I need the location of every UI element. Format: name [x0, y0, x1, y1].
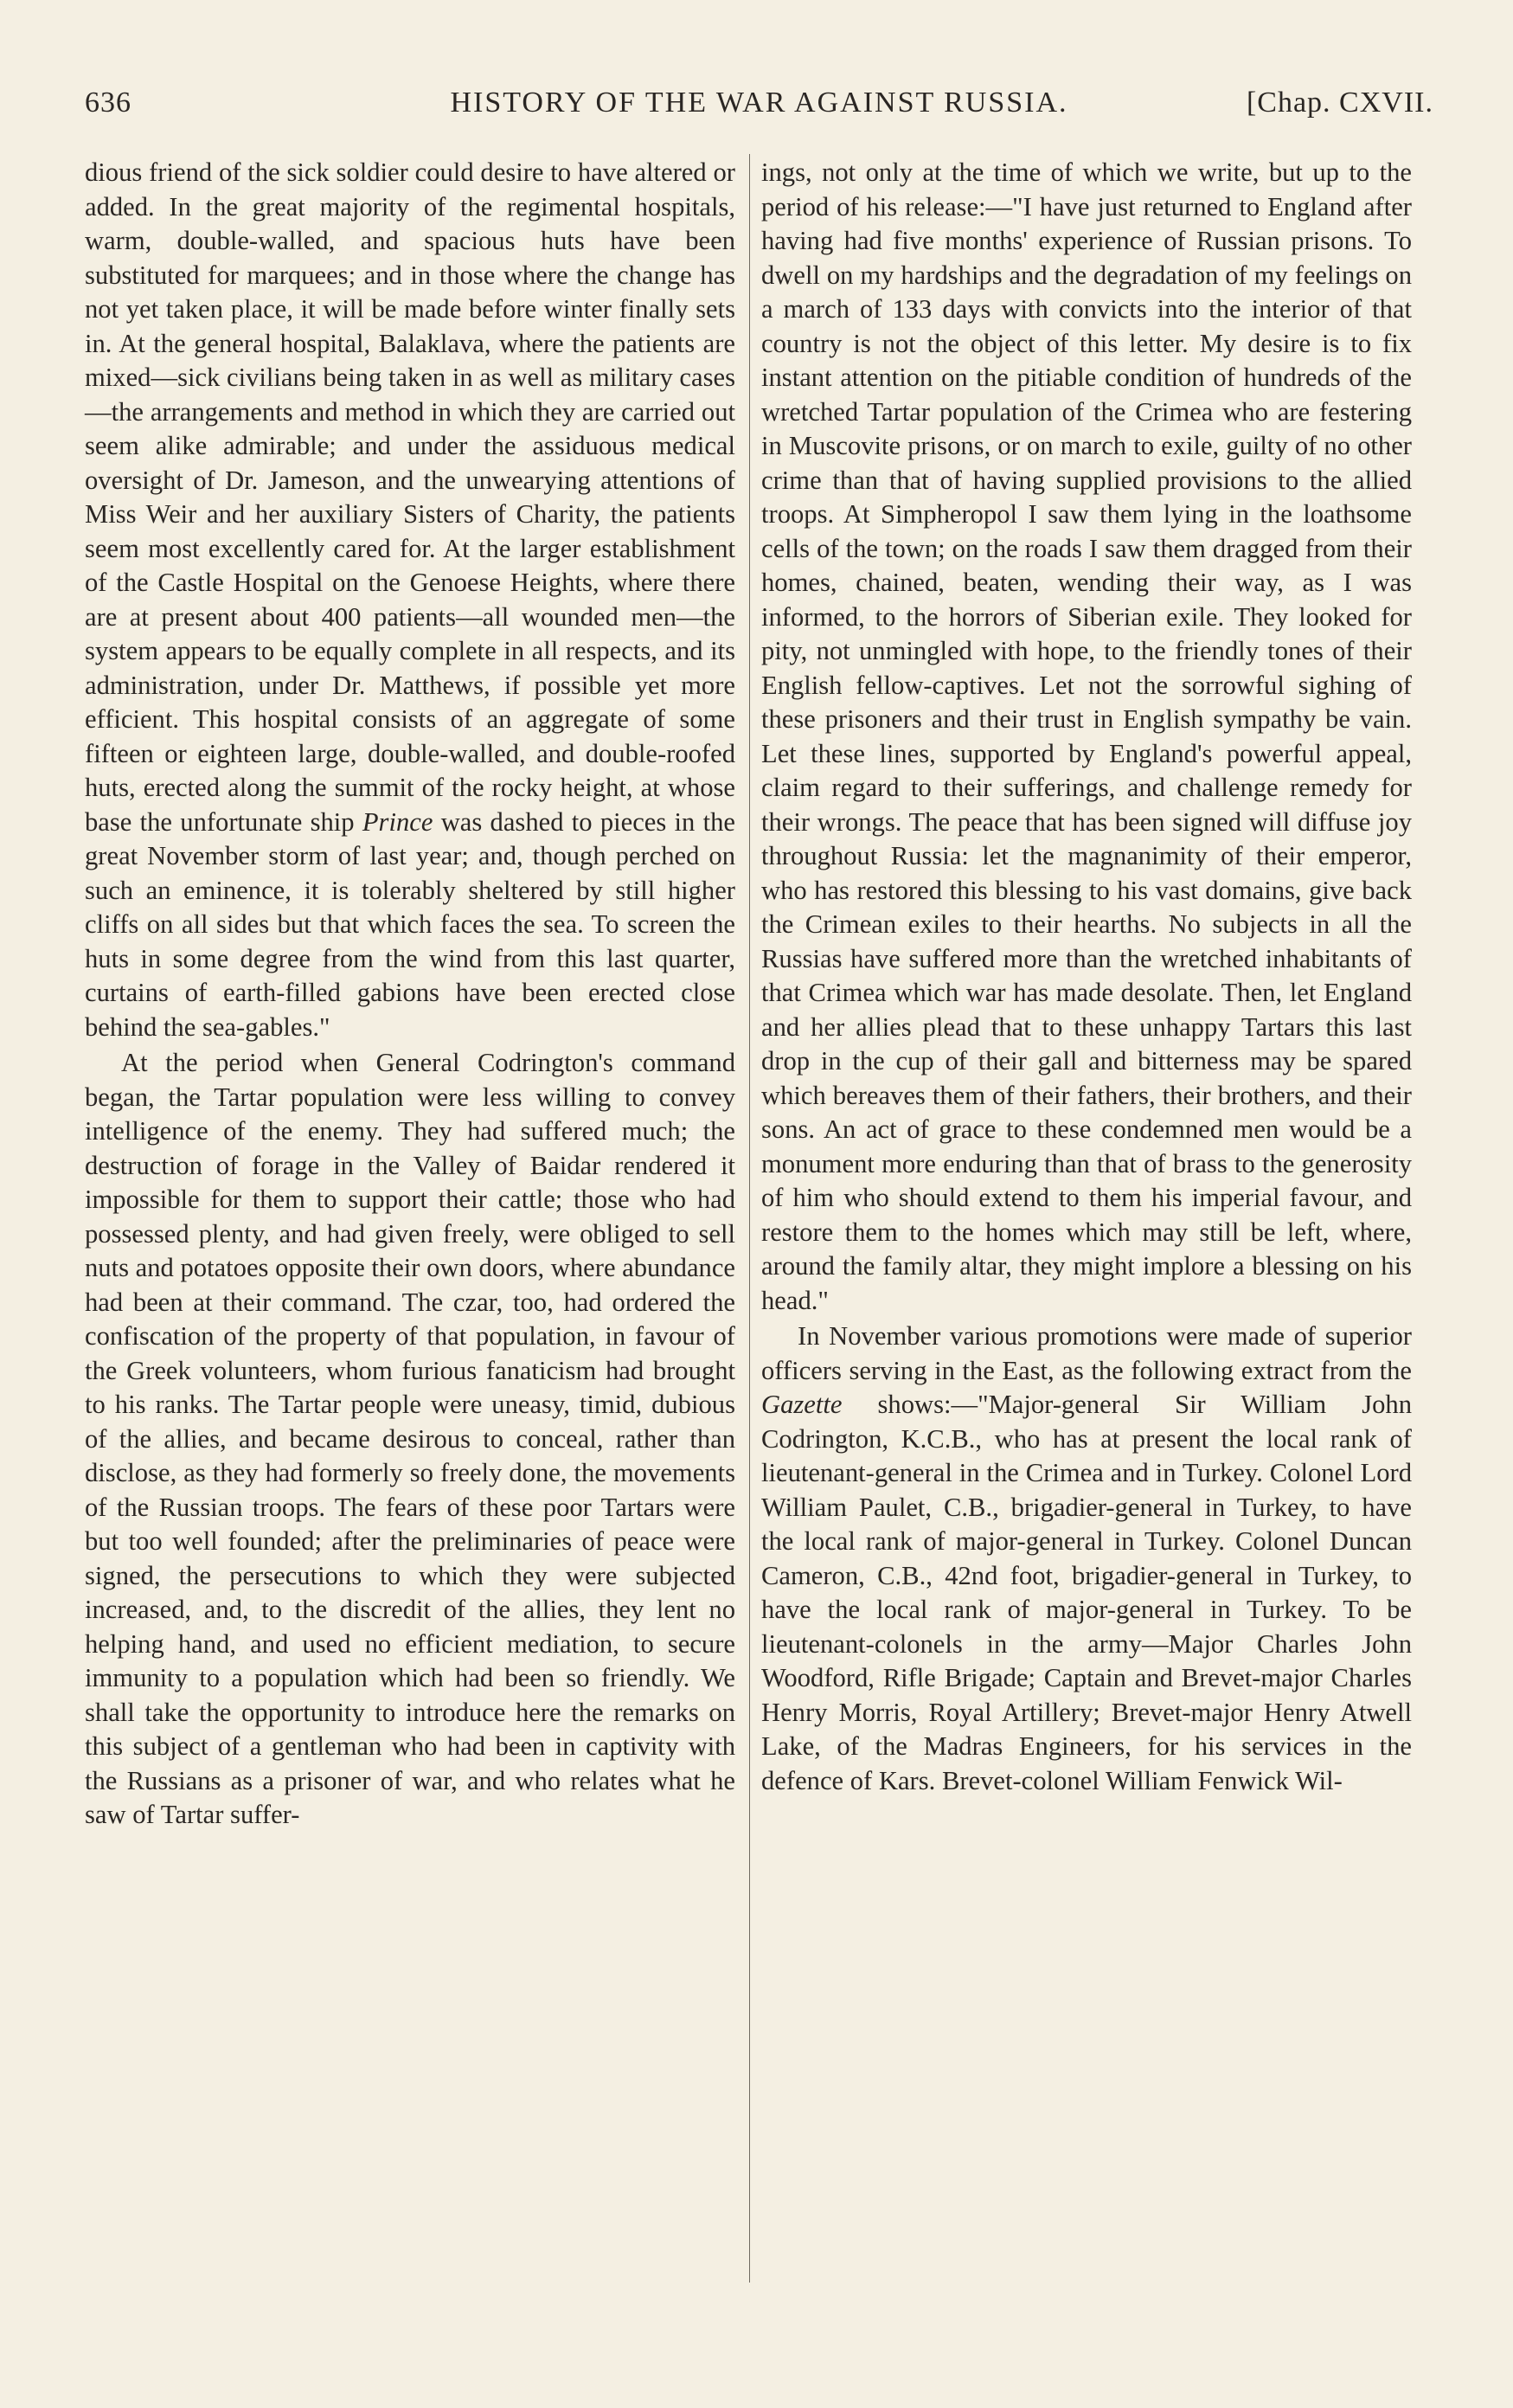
gazette-title: Gazette: [761, 1390, 843, 1419]
paragraph: At the period when General Codrington's command began, the Tartar population were less willing to convey intelligence of the enemy. They had suffered much; the destruction of forage in the Valley of Baidar rendered it impossible for them to support their cattle; those who had possessed plenty, and had given freely, were obliged to sell nuts and potatoes opposite their own doors, where abundance had been at their command. The czar, too, had ordered the confiscation of the property of that population, in favour of the Greek volunteers, whom furious fanaticism had brought to his ranks. The Tartar people were uneasy, timid, dubious of the allies, and became desirous to conceal, rather than disclose, as they had formerly so freely done, the movements of the Russian troops. The fears of these poor Tartars were but too well founded; after the preliminaries of peace were signed, the persecutions to which they were subjected increased, and, to the discredit of the allies, they lent no helping hand, and used no efficient mediation, to secure immunity to a population which had been so friendly. We shall take the opportunity to introduce here the remarks on this subject of a gentleman who had been in captivity with the Russians as a prisoner of war, and who relates what he saw of Tartar suffer-: [85, 1048, 735, 1829]
paragraph-text: shows:—"Major-general Sir William John Codrington, K.C.B., who has at present the local rank of lieutenant-general in the Crimea and in Turkey. Colonel Lord William Paulet, C.B., brigadier-general in Turkey, to have the local rank of major-general in Turkey. Colonel Duncan Cameron, C.B., 42nd foot, brigadier-general in Turkey, to have the local rank of major-general in Turkey. To be lieutenant-colonels in the army—Major Charles John Woodford, Rifle Brigade; Captain and Brevet-major Charles Henry Morris, Royal Artillery; Brevet-major Henry Atwell Lake, of the Madras Engineers, for his services in the defence of Kars. Brevet-colonel William Fenwick Wil-: [761, 1390, 1412, 1795]
left-column: [85, 156, 735, 1833]
running-title: HISTORY OF THE WAR AGAINST RUSSIA.: [450, 87, 1068, 119]
chapter-reference: [Chap. CXVII.: [1246, 87, 1433, 119]
paragraph-text: was dashed to pieces in the great November storm of last year; and, though perched on such an eminence, it is tolerably sheltered by still higher cliffs on all sides but that which faces the sea. To screen the huts in some degree from the wind from this last quarter, curtains of earth-filled gabions have been erected close behind the sea-gables.": [85, 806, 736, 1042]
column-divider: [749, 154, 750, 2283]
paragraph-text: dious friend of the sick soldier could desire to have altered or added. In the great majority of the regimental hospitals, warm, double-walled, and spacious huts have been substituted for marquees; and in those where the change has not yet taken place, it will be made before winter finally sets in. At the general hospital, Balaklava, where the patients are mixed—sick civilians being taken in as well as military cases—the arrangements and method in which they are carried out seem alike admirable; and under the assiduous medical oversight of Dr. Jameson, and the unwearying attentions of Miss Weir and her auxiliary Sisters of Charity, the patients seem most excellently cared for. At the larger establishment of the Castle Hospital on the Genoese Heights, where there are at present about 400 patients—all wounded men—the system appears to be equally complete in all respects, and its administration, under Dr. Matthews, if possible yet more efficient. This hospital consists of an aggregate of some fifteen or eighteen large, double-walled, and double-roofed huts, erected along the summit of the rocky height, at whose base the unfortunate ship: [85, 157, 735, 837]
paragraph: ings, not only at the time of which we write, but up to the period of his release:—"I have just returned to England after having had five months' experience of Russian prisons. To dwell on my hardships and the degradation of my feelings on a march of 133 days with convicts into the interior of that country is not the object of this letter. My desire is to fix instant attention on the pitiable condition of hundreds of the wretched Tartar population of the Crimea who are festering in Muscovite prisons, or on march to exile, guilty of no other crime than that of having supplied provisions to the allied troops. At Simpheropol I saw them lying in the loathsome cells of the town; on the roads I saw them dragged from their homes, chained, beaten, wending their way, as I was informed, to the horrors of Siberian exile. They looked for pity, not unmingled with hope, to the friendly tones of their English fellow-captives. Let not the sorrowful sighing of these prisoners and their trust in English sympathy be vain. Let these lines, supported by England's powerful appeal, claim regard to their sufferings, and challenge remedy for their wrongs. The peace that has been signed will diffuse joy throughout Russia: let the magnanimity of their emperor, who has restored this blessing to his vast domains, give back the Crimean exiles to their hearths. No subjects in all the Russias have suffered more than the wretched inhabitants of that Crimea which war has made desolate. Then, let England and her allies plead that to these unhappy Tartars this last drop in the cup of their gall and bitterness may be spared which bereaves them of their fathers, their brothers, and their sons. An act of grace to these condemned men would be a monument more enduring than that of brass to the generosity of him who should extend to them his imperial favour, and restore them to the homes which may still be left, where, around the family altar, they might implore a blessing on his head.": [761, 157, 1412, 1315]
page-number: 636: [85, 87, 131, 119]
ship-name: Prince: [362, 806, 433, 837]
paragraph: [761, 1320, 1412, 1798]
paragraph: [85, 156, 735, 1044]
page-header: [85, 87, 1433, 128]
paragraph-text: In November various promotions were made of superior officers serving in the East, as the following extract from the: [761, 1321, 1412, 1385]
right-column: [761, 156, 1412, 1798]
